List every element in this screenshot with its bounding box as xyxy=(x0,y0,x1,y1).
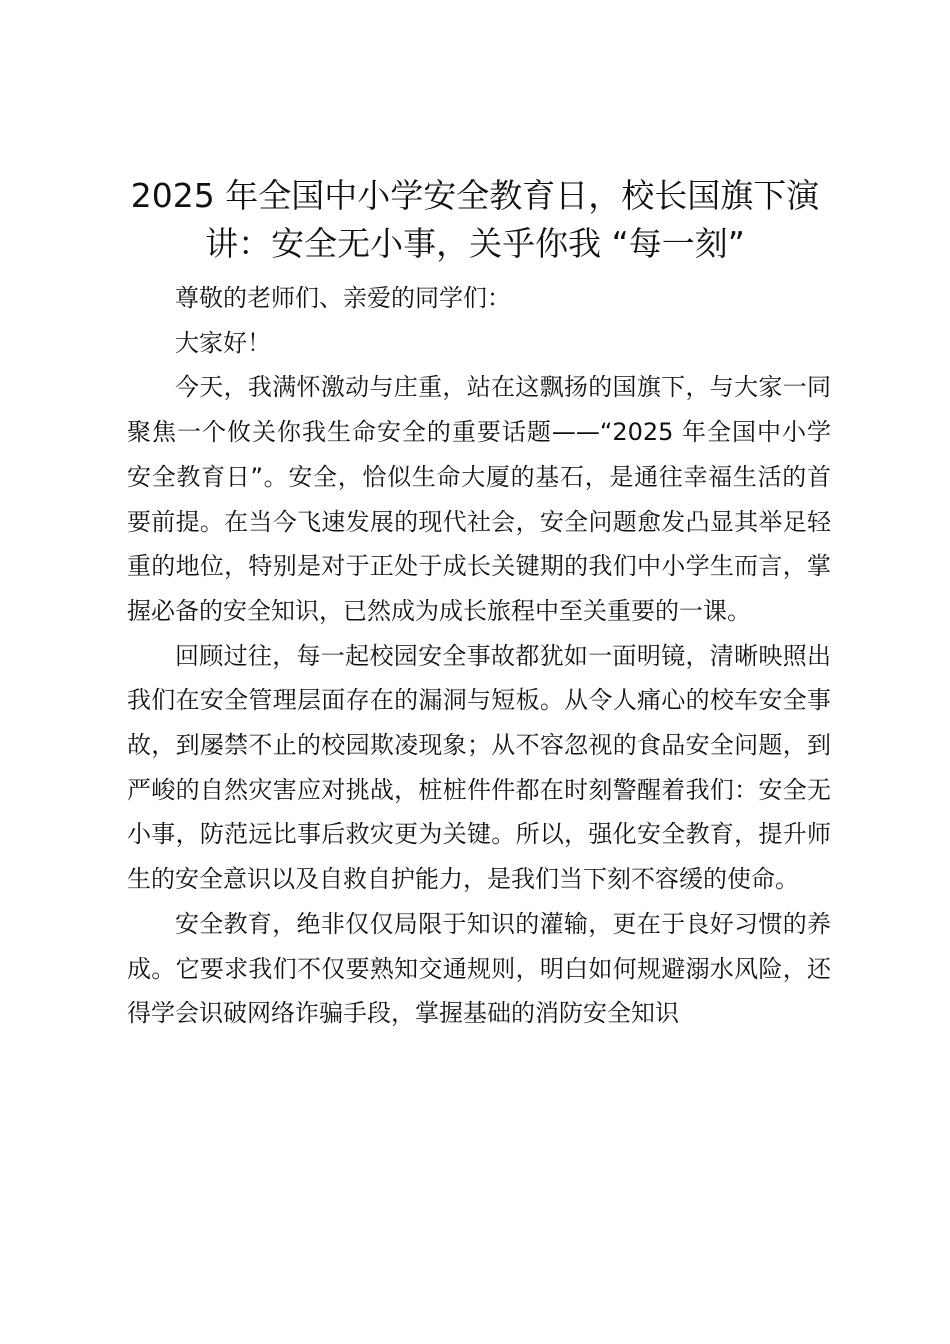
document-body xyxy=(127,276,831,1036)
salutation: 尊敬的老师们、亲爱的同学们： xyxy=(175,284,511,312)
paragraph: 安全教育，绝非仅仅局限于知识的灌输，更在于良好习惯的养成。它要求我们不仅要熟知交通规则，明白如何规避溺水风险，还得学会识破网络诈骗手段，掌握基础的消防安全知识 xyxy=(127,909,831,1028)
paragraph: 今天，我满怀激动与庄重，站在这飘扬的国旗下，与大家一同聚焦一个攸关你我生命安全的重要话题——“2025 年全国中小学安全教育日”。安全，恰似生命大厦的基石，是通往幸福生活的首要前提。在当今飞速发展的现代社会，安全问题愈发凸显其举足轻重的地位，特别是对于正处于成长关键期的我们中小学生而言，掌握必备的安全知识，已然成为成长旅程中至关重要的一课。 xyxy=(127,373,831,625)
paragraph: 回顾过往，每一起校园安全事故都犹如一面明镜，清晰映照出我们在安全管理层面存在的漏洞与短板。从令人痛心的校车安全事故，到屡禁不止的校园欺凌现象；从不容忽视的食品安全问题，到严峻的自然灾害应对挑战，桩桩件件都在时刻警醒着我们：安全无小事，防范远比事后救灾更为关键。所以，强化安全教育，提升师生的安全意识以及自救自护能力，是我们当下刻不容缓的使命。 xyxy=(127,641,831,894)
document-title: 2025 年全国中小学安全教育日，校长国旗下演讲：安全无小事，关乎你我 “每一刻” xyxy=(130,176,820,263)
greeting: 大家好！ xyxy=(175,328,271,357)
